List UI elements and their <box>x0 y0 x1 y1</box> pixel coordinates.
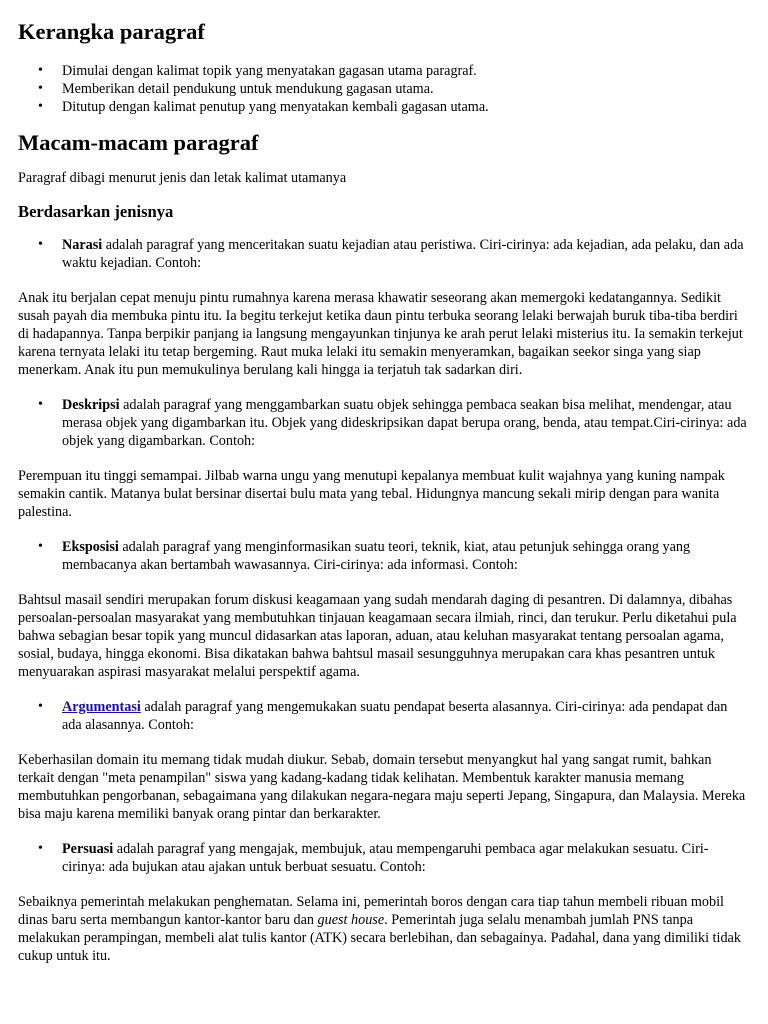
type-list-narasi <box>18 236 750 272</box>
type-list-argumentasi <box>18 698 750 734</box>
type-description: adalah paragraf yang menginformasikan suatu teori, teknik, kiat, atau petunjuk sehingga orang yang membacanya akan bertambah wawasannya. Ciri-cirinya: ada informasi. Contoh: <box>62 539 691 573</box>
example-paragraph-deskripsi: Perempuan itu tinggi semampai. Jilbab warna ungu yang menutupi kepalanya membuat kulit wajahnya yang kuning nampak semakin cantik. Matanya bulat bersinar disertai bulu mata yang tebal. Hidungnya mancung sekali mirip dengan para wanita palestina. <box>18 468 725 520</box>
type-description: adalah paragraf yang menggambarkan suatu objek sehingga pembaca seakan bisa melihat, mendengar, atau merasa objek yang digambarkan itu. Objek yang dideskripsikan dapat berupa orang, benda, atau tempat.Ciri-cirinya: ada objek yang digambarkan. Contoh: <box>62 397 747 449</box>
type-item-deskripsi <box>62 396 750 450</box>
type-term: Narasi <box>62 237 103 253</box>
type-description: adalah paragraf yang mengemukakan suatu pendapat beserta alasannya. Ciri-cirinya: ada pendapat dan ada alasannya. Contoh: <box>62 699 728 733</box>
example-text: . Pemerintah juga selalu menambah jumlah PNS tanpa melakukan perampingan, membeli alat tulis kantor (ATK) secara berlebihan, dan sebagainya. Padahal, dana yang dimiliki tidak cukup untuk itu. <box>18 912 741 964</box>
example-text: Sebaiknya pemerintah melakukan penghematan. Selama ini, pemerintah boros dengan cara tiap tahun membeli ribuan mobil dinas baru serta membangun kantor-kantor baru dan <box>18 894 724 928</box>
example-emphasis: guest house <box>317 912 385 928</box>
list-item: • Dimulai dengan kalimat topik yang menyatakan gagasan utama paragraf. <box>62 62 750 80</box>
example-paragraph-persuasi <box>18 893 750 965</box>
list-item: • Ditutup dengan kalimat penutup yang menyatakan kembali gagasan utama. <box>62 98 750 116</box>
type-item-persuasi <box>62 840 750 876</box>
type-term: Persuasi <box>62 841 114 857</box>
example-paragraph-eksposisi: Bahtsul masail sendiri merupakan forum diskusi keagamaan yang sudah mendarah daging di pesantren. Di dalamnya, dibahas persoalan-persoalan masyarakat yang membutuhkan tinjauan keagamaan secara ilmiah, rinci, dan terukur. Perlu diketahui pula bahwa sebagian besar topik yang muncul didasarkan atas laporan, aduan, atau keluhan masyarakat tentang persoalan agama, sosial, budaya, hingga ekonomi. Bisa dikatakan bahwa bahtsul masail sesungguhnya merupakan cara khas pesantren untuk menyuarakan aspirasi masyarakat melalui perspektif agama. <box>18 592 737 680</box>
type-list-deskripsi <box>18 396 750 450</box>
subsection-title: Berdasarkan jenisnya <box>18 202 174 221</box>
type-list-eksposisi <box>18 538 750 574</box>
list-item: • Memberikan detail pendukung untuk mendukung gagasan utama. <box>62 80 750 98</box>
type-description: adalah paragraf yang menceritakan suatu kejadian atau peristiwa. Ciri-cirinya: ada kejadian, ada pelaku, dan ada waktu kejadian. Contoh: <box>62 237 744 271</box>
section-intro: Paragraf dibagi menurut jenis dan letak kalimat utamanya <box>18 170 347 186</box>
outline-list <box>18 62 750 116</box>
type-term: Deskripsi <box>62 397 120 413</box>
type-item-eksposisi <box>62 538 750 574</box>
type-item-narasi <box>62 236 750 272</box>
section-title-kerangka: Kerangka paragraf <box>18 19 205 44</box>
type-item-argumentasi <box>62 698 750 734</box>
section-title-macam: Macam-macam paragraf <box>18 130 259 155</box>
type-description: adalah paragraf yang mengajak, membujuk, atau mempengaruhi pembaca agar melakukan sesuatu. Ciri-cirinya: ada bujukan atau ajakan untuk berbuat sesuatu. Contoh: <box>62 841 709 875</box>
type-term: Eksposisi <box>62 539 119 555</box>
argumentasi-link[interactable]: Argumentasi <box>62 699 141 715</box>
example-paragraph-argumentasi: Keberhasilan domain itu memang tidak mudah diukur. Sebab, domain tersebut menyangkut hal yang sangat rumit, bahkan terkait dengan "meta penampilan" siswa yang kadang-kadang tidak kelihatan. Membentuk karakter manusia memang membutuhkan pengorbanan, sebagaimana yang dilakukan negara-negara maju seperti Jepang, Singapura, dan Malaysia. Mereka bisa maju karena memiliki banyak orang pintar dan berkarakter. <box>18 752 746 822</box>
example-paragraph-narasi: Anak itu berjalan cepat menuju pintu rumahnya karena merasa khawatir seseorang akan memergoki kedatangannya. Sedikit susah payah dia membuka pintu itu. Ia begitu terkejut ketika daun pintu terbuka seorang lelaki berwajah buruk tiba-tiba berdiri di hadapannya. Tanpa berpikir panjang ia langsung mengayunkan tinjunya ke arah perut lelaki misterius itu. Ia semakin terkejut karena ternyata lelaki itu tetap bergeming. Raut muka lelaki itu semakin menyeramkan, bagaikan seekor singa yang siap menerkam. Anak itu pun memukulinya berulang kali hingga ia terjatuh tak sadarkan diri. <box>18 290 743 378</box>
type-list-persuasi <box>18 840 750 876</box>
